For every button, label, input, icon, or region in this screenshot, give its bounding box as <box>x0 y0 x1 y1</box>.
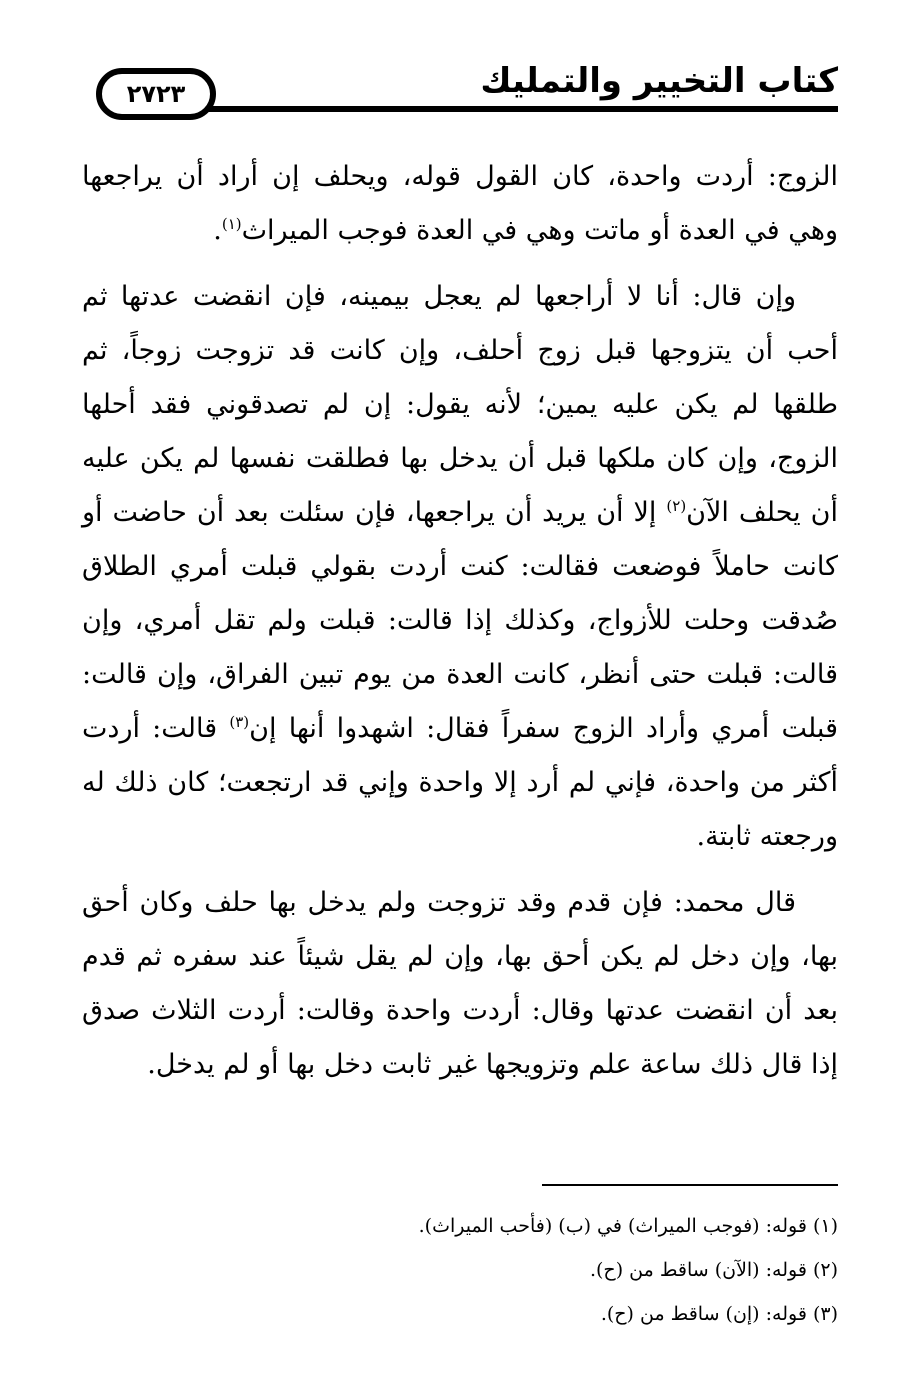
main-text <box>82 150 838 1104</box>
footnote-ref-2: (٢) <box>666 497 687 515</box>
page-number-badge <box>96 68 216 120</box>
footnotes <box>82 1204 838 1336</box>
footnote-ref-3: (٣) <box>229 713 250 731</box>
footnote-separator <box>542 1184 838 1186</box>
page-header <box>0 0 920 120</box>
paragraph-1-end: . <box>213 215 222 246</box>
paragraph-3-text: قال محمد: فإن قدم وقد تزوجت ولم يدخل بها حلف وكان أحق بها، وإن دخل لم يكن أحق بها، وإن لم يقل شيئاً عند سفره ثم قدم بعد أن انقضت عدتها وقال: أردت واحدة وقالت: أردت الثلاث صدق إذا قال ذلك ساعة علم وتزويجها غير ثابت دخل بها أو لم يدخل. <box>82 887 839 1080</box>
paragraph-2-text-c: قالت: أردت أكثر من واحدة، فإني لم أرد إلا واحدة وإني قد ارتجعت؛ كان ذلك له ورجعته ثابتة. <box>82 713 838 852</box>
paragraph-2-text-b: إلا أن يريد أن يراجعها، فإن سئلت بعد أن حاضت أو كانت حاملاً فوضعت فقالت: كنت أردت بقولي قبلت أمري الطلاق صُدقت وحلت للأزواج، وكذلك إذا قالت: قبلت ولم تقل أمري، وإن قالت: قبلت حتى أنظر، كانت العدة من يوم تبين الفراق، وإن قالت: قبلت أمري وأراد الزوج سفراً فقال: اشهدوا أنها إن <box>82 497 838 744</box>
paragraph-2-text-a: وإن قال: أنا لا أراجعها لم يعجل بيمينه، فإن انقضت عدتها ثم أحب أن يتزوجها قبل زوج أحلف، وإن كانت قد تزوجت زوجاً، ثم طلقها لم يكن عليه يمين؛ لأنه يقول: إن لم تصدقوني فقد أحلها الزوج، وإن كان ملكها قبل أن يدخل بها فطلقت نفسها لم يكن عليه أن يحلف الآن <box>82 281 838 528</box>
footnote-ref-1: (١) <box>221 215 242 233</box>
paragraph-1-text: الزوج: أردت واحدة، كان القول قوله، ويحلف إن أراد أن يراجعها وهي في العدة أو ماتت وهي في العدة فوجب الميراث <box>82 161 838 246</box>
book-title: كتاب التخيير والتمليك <box>480 61 838 101</box>
footnote-2: (٢) قوله: (الآن) ساقط من (ح). <box>589 1259 838 1281</box>
page-number: ٢٧٢٣ <box>126 80 186 108</box>
footnote-3: (٣) قوله: (إن) ساقط من (ح). <box>600 1303 838 1325</box>
header-rule <box>182 106 838 112</box>
paragraph-2 <box>82 270 838 864</box>
paragraph-3 <box>82 876 838 1092</box>
paragraph-1 <box>82 150 838 258</box>
footnote-1: (١) قوله: (فوجب الميراث) في (ب) (فأحب الميراث). <box>418 1215 838 1237</box>
